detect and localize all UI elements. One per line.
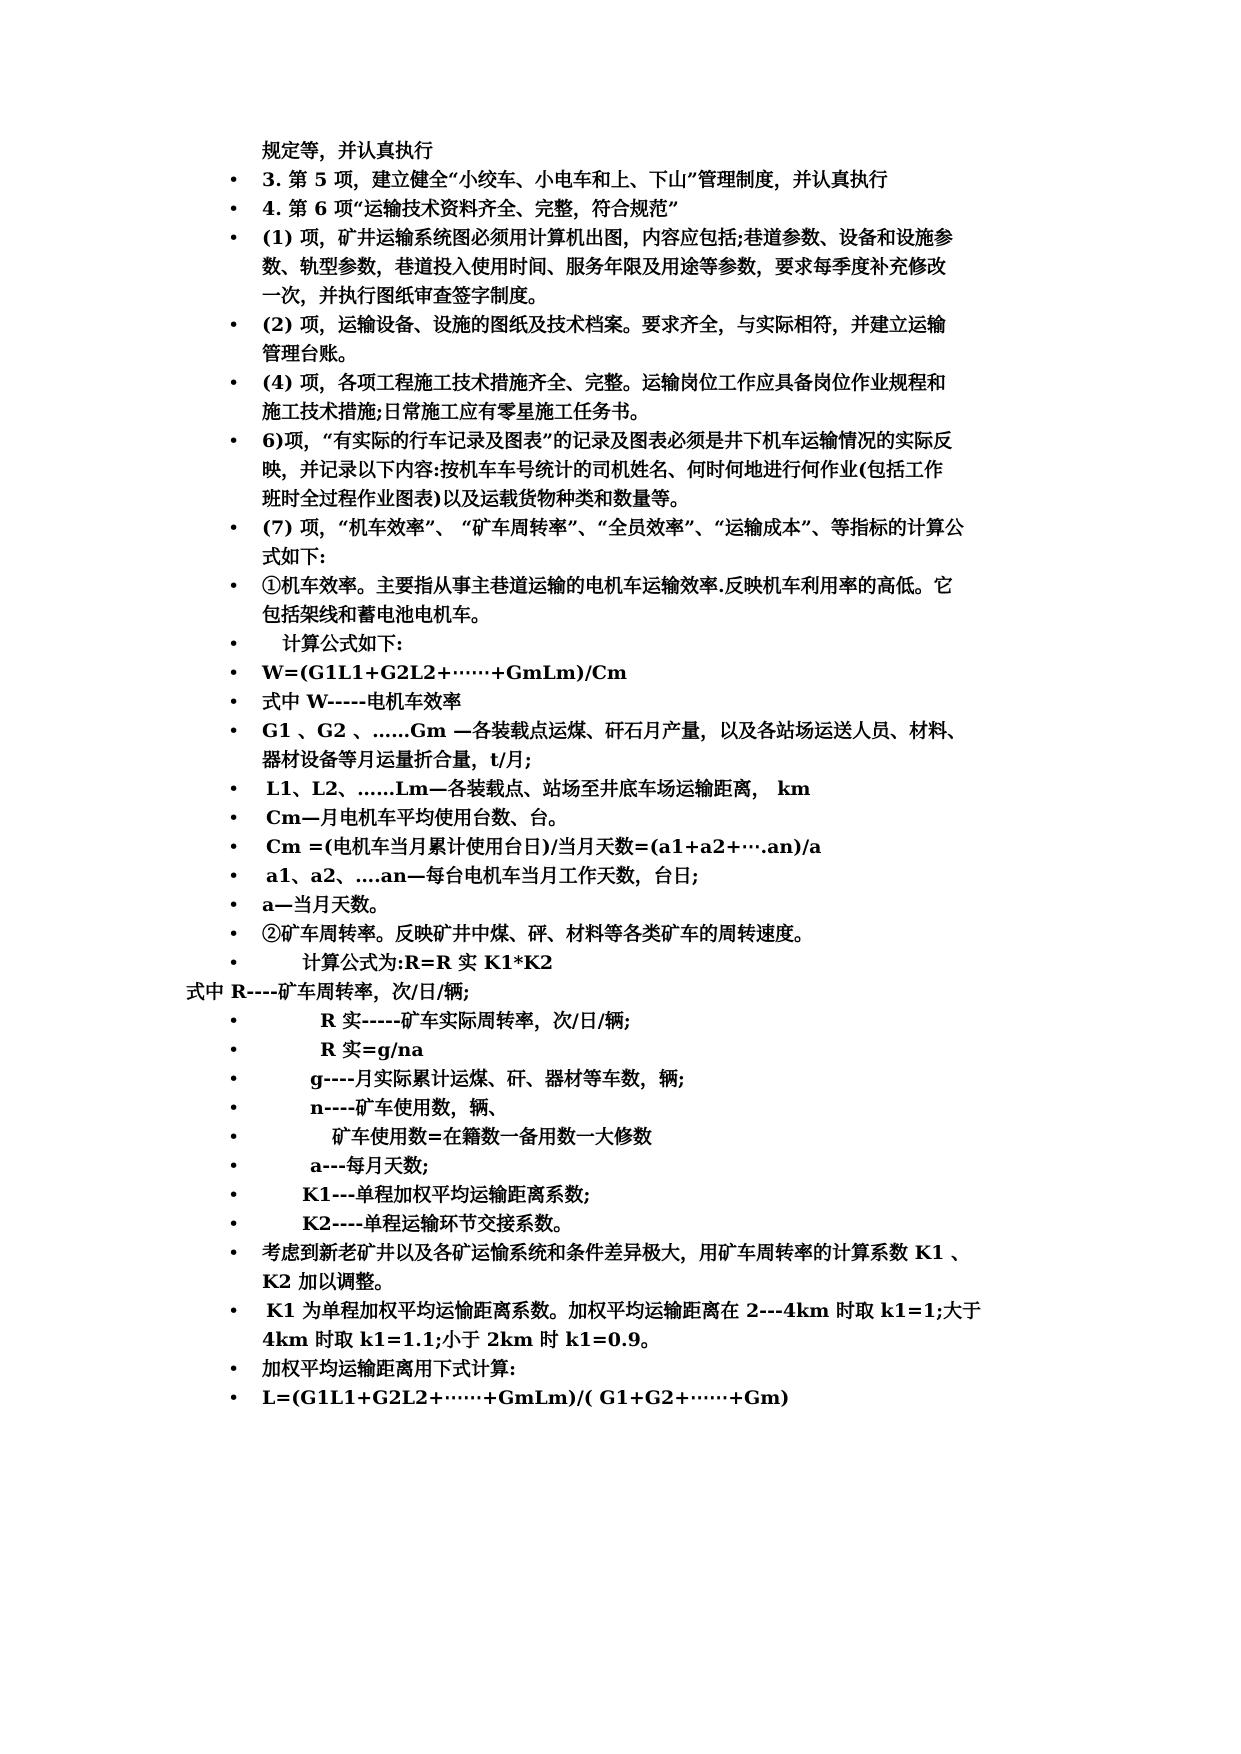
text-line: a—当月天数。 [262, 894, 389, 916]
bullet-marker: • [228, 1300, 240, 1322]
bullet-marker: • [228, 575, 240, 597]
text-line: (2) 项，运输设备、设施的图纸及技术档案。要求齐全，与实际相符，并建立运输 [262, 314, 946, 336]
bullet-marker: • [228, 1010, 240, 1032]
text-line: Cm—月电机车平均使用台数、台。 [266, 807, 568, 829]
bullet-marker: • [228, 865, 240, 887]
text-line: 器材设备等月运量折合量，t/月; [262, 749, 532, 771]
bullet-marker: • [228, 1155, 240, 1177]
bullet-marker: • [228, 1097, 240, 1119]
text-line: 规定等，并认真执行 [262, 140, 434, 162]
text-line: W=(G1L1+G2L2+⋯⋯+GmLm)/Cm [262, 662, 628, 684]
bullet-marker: • [228, 314, 240, 336]
bullet-marker: • [228, 430, 240, 452]
text-line: 计算公式为:R=R 实 K1*K2 [302, 952, 554, 974]
bullet-marker: • [228, 1358, 240, 1380]
bullet-marker: • [228, 836, 240, 858]
text-line: L1、L2、……Lm—各装载点、站场至井底车场运输距离， km [266, 778, 811, 800]
text-line: R 实-----矿车实际周转率，次/日/辆; [320, 1010, 631, 1032]
text-line: 6)项，“有实际的行车记录及图表”的记录及图表必须是井下机车运输情况的实际反 [262, 430, 953, 452]
text-line: 式如下: [262, 546, 327, 568]
bullet-marker: • [228, 894, 240, 916]
bullet-marker: • [228, 691, 240, 713]
bullet-marker: • [228, 227, 240, 249]
bullet-marker: • [228, 778, 240, 800]
text-line: (1) 项，矿井运输系统图必须用计算机出图，内容应包括;巷道参数、设备和设施参 [262, 227, 953, 249]
bullet-marker: • [228, 198, 240, 220]
bullet-marker: • [228, 1039, 240, 1061]
text-line: 一次，并执行图纸审查签字制度。 [262, 285, 548, 307]
text-line: 班时全过程作业图表)以及运载货物种类和数量等。 [262, 488, 689, 510]
bullet-marker: • [228, 923, 240, 945]
text-line: K1 为单程加权平均运愉距离系数。加权平均运输距离在 2---4km 时取 k1=1;大于 [266, 1300, 982, 1322]
text-line: 4km 时取 k1=1.1;小于 2km 时 k1=0.9。 [262, 1329, 660, 1351]
text-line: 式中 W-----电机车效率 [262, 691, 462, 713]
bullet-marker: • [228, 517, 240, 539]
bullet-marker: • [228, 1242, 240, 1264]
text-line: K2----单程运输环节交接系数。 [302, 1213, 573, 1235]
text-line: 施工技术措施;日常施工应有零星施工任务书。 [262, 401, 650, 423]
text-line: Cm =(电机车当月累计使用台日)/当月天数=(a1+a2+⋯.an)/a [266, 836, 822, 858]
bullet-marker: • [228, 720, 240, 742]
text-line: 矿车使用数=在籍数一备用数一大修数 [332, 1126, 652, 1148]
bullet-marker: • [228, 372, 240, 394]
bullet-marker: • [228, 1387, 240, 1409]
text-line: 计算公式如下: [282, 633, 404, 655]
text-line: g----月实际累计运煤、矸、器材等车数，辆; [310, 1068, 685, 1090]
text-line: 加权平均运输距离用下式计算: [262, 1358, 517, 1380]
text-line: a---每月天数; [310, 1155, 429, 1177]
text-line: K2 加以调整。 [262, 1271, 394, 1293]
bullet-marker: • [228, 633, 240, 655]
bullet-marker: • [228, 807, 240, 829]
text-line: R 实=g/na [320, 1039, 424, 1061]
bullet-marker: • [228, 1068, 240, 1090]
text-line: ②矿车周转率。反映矿井中煤、砰、材料等各类矿车的周转速度。 [262, 923, 814, 945]
text-line: 数、轨型参数，巷道投入使用时间、服务年限及用途等参数，要求每季度补充修改 [262, 256, 947, 278]
text-line: (4) 项，各项工程施工技术措施齐全、完整。运输岗位工作应具备岗位作业规程和 [262, 372, 946, 394]
text-line: 包括架线和蓄电池电机车。 [262, 604, 491, 626]
text-line: 管理台账。 [262, 343, 358, 365]
bullet-marker: • [228, 1213, 240, 1235]
bullet-marker: • [228, 662, 240, 684]
text-line: 考虑到新老矿井以及各矿运愉系统和条件差异极大，用矿车周转率的计算系数 K1 、 [262, 1242, 970, 1264]
text-line: 映，并记录以下内容:按机车车号统计的司机姓名、何时何地进行何作业(包括工作 [262, 459, 944, 481]
text-line: L=(G1L1+G2L2+⋯⋯+GmLm)/( G1+G2+⋯⋯+Gm) [262, 1387, 790, 1409]
text-line: n----矿车使用数，辆、 [310, 1097, 508, 1119]
text-line: ①机车效率。主要指从事主巷道运输的电机车运输效率.反映机车利用率的高低。它 [262, 575, 953, 597]
bullet-marker: • [228, 952, 240, 974]
text-line: K1---单程加权平均运输距离系数; [302, 1184, 591, 1206]
bullet-marker: • [228, 1184, 240, 1206]
text-line: a1、a2、….an—每台电机车当月工作天数，台日; [266, 865, 699, 887]
text-line: (7) 项，“机车效率”、 “矿车周转率”、“全员效率”、“运输成本”、等指标的计算公 [262, 517, 964, 539]
text-line: G1 、G2 、……Gm —各装载点运煤、矸石月产量，以及各站场运送人员、材料、 [262, 720, 967, 742]
text-line: 3. 第 5 项，建立健全“小绞车、小电车和上、下山”管理制度，并认真执行 [262, 169, 888, 191]
bullet-marker: • [228, 1126, 240, 1148]
text-line: 式中 R----矿车周转率，次/日/辆; [186, 981, 470, 1003]
text-line: 4. 第 6 项“运输技术资料齐全、完整，符合规范” [262, 198, 679, 220]
bullet-marker: • [228, 169, 240, 191]
